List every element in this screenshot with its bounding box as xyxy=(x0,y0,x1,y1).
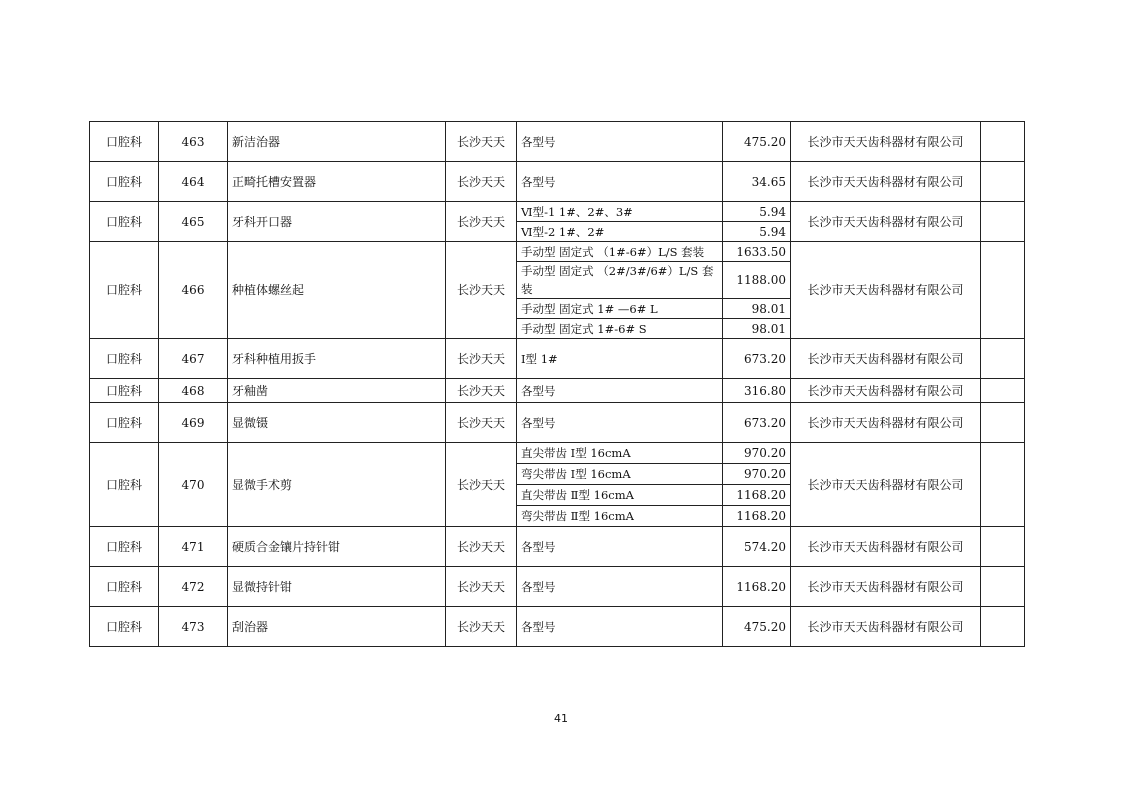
company-cell: 长沙市天天齿科器材有限公司 xyxy=(791,242,981,339)
note-cell xyxy=(981,379,1025,403)
department-cell: 口腔科 xyxy=(90,162,159,202)
table-row xyxy=(90,607,1025,647)
department-cell: 口腔科 xyxy=(90,339,159,379)
spec-cell: 各型号 xyxy=(517,162,723,202)
department-cell: 口腔科 xyxy=(90,122,159,162)
item-number-cell: 471 xyxy=(159,527,228,567)
brand-cell: 长沙天天 xyxy=(446,122,517,162)
table-row xyxy=(90,379,1025,403)
department-cell: 口腔科 xyxy=(90,567,159,607)
brand-cell: 长沙天天 xyxy=(446,567,517,607)
company-cell: 长沙市天天齿科器材有限公司 xyxy=(791,607,981,647)
department-cell: 口腔科 xyxy=(90,202,159,242)
item-number-cell: 468 xyxy=(159,379,228,403)
item-number-cell: 470 xyxy=(159,443,228,527)
product-name-cell: 种植体螺丝起 xyxy=(228,242,446,339)
spec-cell: 直尖带齿 Ⅱ型 16cmA xyxy=(517,485,723,506)
department-cell: 口腔科 xyxy=(90,443,159,527)
price-cell: 5.94 xyxy=(723,222,791,242)
price-cell: 1168.20 xyxy=(723,567,791,607)
note-cell xyxy=(981,339,1025,379)
spec-cell: 直尖带齿 Ⅰ型 16cmA xyxy=(517,443,723,464)
price-cell: 5.94 xyxy=(723,202,791,222)
price-cell: 98.01 xyxy=(723,319,791,339)
product-name-cell: 正畸托槽安置器 xyxy=(228,162,446,202)
note-cell xyxy=(981,202,1025,242)
company-cell: 长沙市天天齿科器材有限公司 xyxy=(791,443,981,527)
product-name-cell: 显微手术剪 xyxy=(228,443,446,527)
company-cell: 长沙市天天齿科器材有限公司 xyxy=(791,202,981,242)
product-name-cell: 牙釉凿 xyxy=(228,379,446,403)
note-cell xyxy=(981,162,1025,202)
spec-cell: 弯尖带齿 Ⅰ型 16cmA xyxy=(517,464,723,485)
note-cell xyxy=(981,403,1025,443)
note-cell xyxy=(981,567,1025,607)
brand-cell: 长沙天天 xyxy=(446,443,517,527)
table-row xyxy=(90,403,1025,443)
note-cell xyxy=(981,527,1025,567)
department-cell: 口腔科 xyxy=(90,607,159,647)
table-row xyxy=(90,242,1025,262)
spec-cell: 各型号 xyxy=(517,607,723,647)
item-number-cell: 463 xyxy=(159,122,228,162)
table-row xyxy=(90,443,1025,464)
item-number-cell: 464 xyxy=(159,162,228,202)
brand-cell: 长沙天天 xyxy=(446,339,517,379)
spec-cell: 弯尖带齿 Ⅱ型 16cmA xyxy=(517,506,723,527)
spec-cell: 各型号 xyxy=(517,567,723,607)
department-cell: 口腔科 xyxy=(90,403,159,443)
company-cell: 长沙市天天齿科器材有限公司 xyxy=(791,339,981,379)
company-cell: 长沙市天天齿科器材有限公司 xyxy=(791,379,981,403)
table-row xyxy=(90,122,1025,162)
price-cell: 1168.20 xyxy=(723,485,791,506)
price-cell: 316.80 xyxy=(723,379,791,403)
table-row xyxy=(90,202,1025,222)
product-name-cell: 刮治器 xyxy=(228,607,446,647)
company-cell: 长沙市天天齿科器材有限公司 xyxy=(791,122,981,162)
page-number: 41 xyxy=(554,712,568,725)
brand-cell: 长沙天天 xyxy=(446,403,517,443)
department-cell: 口腔科 xyxy=(90,527,159,567)
note-cell xyxy=(981,607,1025,647)
product-name-cell: 显微镊 xyxy=(228,403,446,443)
price-cell: 673.20 xyxy=(723,339,791,379)
product-table xyxy=(89,121,1025,647)
product-name-cell: 牙科种植用扳手 xyxy=(228,339,446,379)
brand-cell: 长沙天天 xyxy=(446,527,517,567)
brand-cell: 长沙天天 xyxy=(446,162,517,202)
spec-cell: 各型号 xyxy=(517,379,723,403)
item-number-cell: 467 xyxy=(159,339,228,379)
spec-cell: Ⅵ型-2 1#、2# xyxy=(517,222,723,242)
price-cell: 475.20 xyxy=(723,607,791,647)
item-number-cell: 469 xyxy=(159,403,228,443)
product-name-cell: 显微持针钳 xyxy=(228,567,446,607)
spec-cell: 手动型 固定式 1# —6# L xyxy=(517,299,723,319)
spec-cell: 各型号 xyxy=(517,122,723,162)
item-number-cell: 466 xyxy=(159,242,228,339)
item-number-cell: 465 xyxy=(159,202,228,242)
company-cell: 长沙市天天齿科器材有限公司 xyxy=(791,567,981,607)
price-cell: 673.20 xyxy=(723,403,791,443)
note-cell xyxy=(981,443,1025,527)
spec-cell: 手动型 固定式 1#-6# S xyxy=(517,319,723,339)
department-cell: 口腔科 xyxy=(90,379,159,403)
spec-cell: 手动型 固定式 （1#-6#）L/S 套装 xyxy=(517,242,723,262)
price-cell: 34.65 xyxy=(723,162,791,202)
item-number-cell: 472 xyxy=(159,567,228,607)
price-cell: 970.20 xyxy=(723,443,791,464)
brand-cell: 长沙天天 xyxy=(446,379,517,403)
price-cell: 1168.20 xyxy=(723,506,791,527)
spec-cell: Ⅵ型-1 1#、2#、3# xyxy=(517,202,723,222)
table-row xyxy=(90,339,1025,379)
spec-cell: 各型号 xyxy=(517,527,723,567)
company-cell: 长沙市天天齿科器材有限公司 xyxy=(791,162,981,202)
note-cell xyxy=(981,242,1025,339)
price-cell: 1633.50 xyxy=(723,242,791,262)
department-cell: 口腔科 xyxy=(90,242,159,339)
brand-cell: 长沙天天 xyxy=(446,242,517,339)
spec-cell: 手动型 固定式 （2#/3#/6#）L/S 套装 xyxy=(517,262,723,299)
price-cell: 574.20 xyxy=(723,527,791,567)
price-cell: 475.20 xyxy=(723,122,791,162)
company-cell: 长沙市天天齿科器材有限公司 xyxy=(791,403,981,443)
spec-cell: Ⅰ型 1# xyxy=(517,339,723,379)
product-name-cell: 新洁治器 xyxy=(228,122,446,162)
product-name-cell: 硬质合金镶片持针钳 xyxy=(228,527,446,567)
item-number-cell: 473 xyxy=(159,607,228,647)
note-cell xyxy=(981,122,1025,162)
brand-cell: 长沙天天 xyxy=(446,202,517,242)
price-cell: 98.01 xyxy=(723,299,791,319)
table-row xyxy=(90,162,1025,202)
price-cell: 1188.00 xyxy=(723,262,791,299)
product-name-cell: 牙科开口器 xyxy=(228,202,446,242)
company-cell: 长沙市天天齿科器材有限公司 xyxy=(791,527,981,567)
spec-cell: 各型号 xyxy=(517,403,723,443)
brand-cell: 长沙天天 xyxy=(446,607,517,647)
table-row xyxy=(90,527,1025,567)
table-row xyxy=(90,567,1025,607)
price-cell: 970.20 xyxy=(723,464,791,485)
